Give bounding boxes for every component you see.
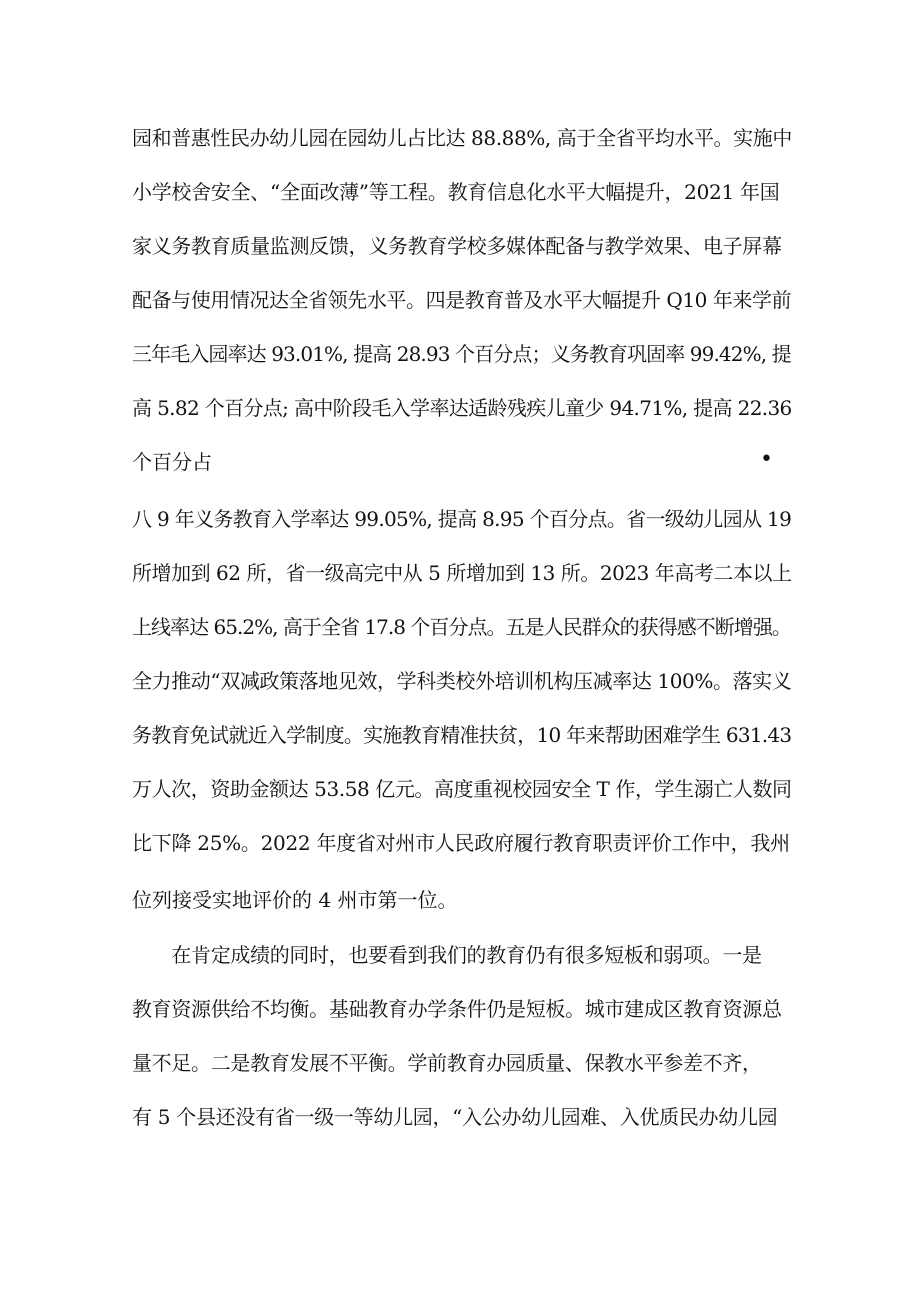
text-line: 个百分占	[132, 450, 212, 474]
text-line: 在肯定成绩的同时，也要看到我们的教育仍有很多短板和弱项。一是	[132, 943, 762, 967]
text-line: 万人次，资助金额达 53.58 亿元。高度重视校园安全 T 作，学生溺亡人数同	[132, 777, 792, 801]
text-line: 位列接受实地评价的 4 州市第一位。	[132, 888, 458, 912]
text-line: 全力推动“双减政策落地见效，学科类校外培训机构压减率达 100%。落实义	[132, 669, 792, 693]
text-line: 教育资源供给不均衡。基础教育办学条件仍是短板。城市建成区教育资源总	[132, 997, 782, 1021]
text-line: 小学校舍安全、“全面改薄”等工程。教育信息化水平大幅提升，2021 年国	[132, 180, 780, 204]
text-line: 配备与使用情况达全省领先水平。四是教育普及水平大幅提升 Q10 年来学前	[132, 288, 792, 312]
text-line: 量不足。二是教育发展不平衡。学前教育办园质量、保教水平参差不齐，	[132, 1051, 762, 1075]
text-line: 所增加到 62 所，省一级高完中从 5 所增加到 13 所。2023 年高考二本以上	[132, 561, 792, 585]
text-line: 家义务教育质量监测反馈，义务教育学校多媒体配备与教学效果、电子屏幕	[132, 234, 782, 258]
text-line: 比下降 25%。2022 年度省对州市人民政府履行教育职责评价工作中，我州	[132, 831, 790, 855]
text-line: 八 9 年义务教育入学率达 99.05%, 提高 8.95 个百分点。省一级幼儿园从 19	[132, 507, 792, 531]
bullet-mark: •	[760, 447, 773, 472]
text-line: 三年毛入园率达 93.01%, 提高 28.93 个百分点；义务教育巩固率 99.42%, 提	[132, 342, 791, 366]
text-line: 有 5 个县还没有省一级一等幼儿园，“入公办幼儿园难、入优质民办幼儿园	[132, 1105, 778, 1129]
text-line: 上线率达 65.2%, 高于全省 17.8 个百分点。五是人民群众的获得感不断增强。	[132, 615, 791, 639]
text-line: 务教育免试就近入学制度。实施教育精准扶贫，10 年来帮助困难学生 631.43	[132, 723, 792, 747]
text-line: 园和普惠性民办幼儿园在园幼儿占比达 88.88%, 高于全省平均水平。实施中	[132, 126, 792, 150]
text-line: 高 5.82 个百分点; 高中阶段毛入学率达适龄残疾儿童少 94.71%, 提高 22.36	[132, 396, 792, 420]
